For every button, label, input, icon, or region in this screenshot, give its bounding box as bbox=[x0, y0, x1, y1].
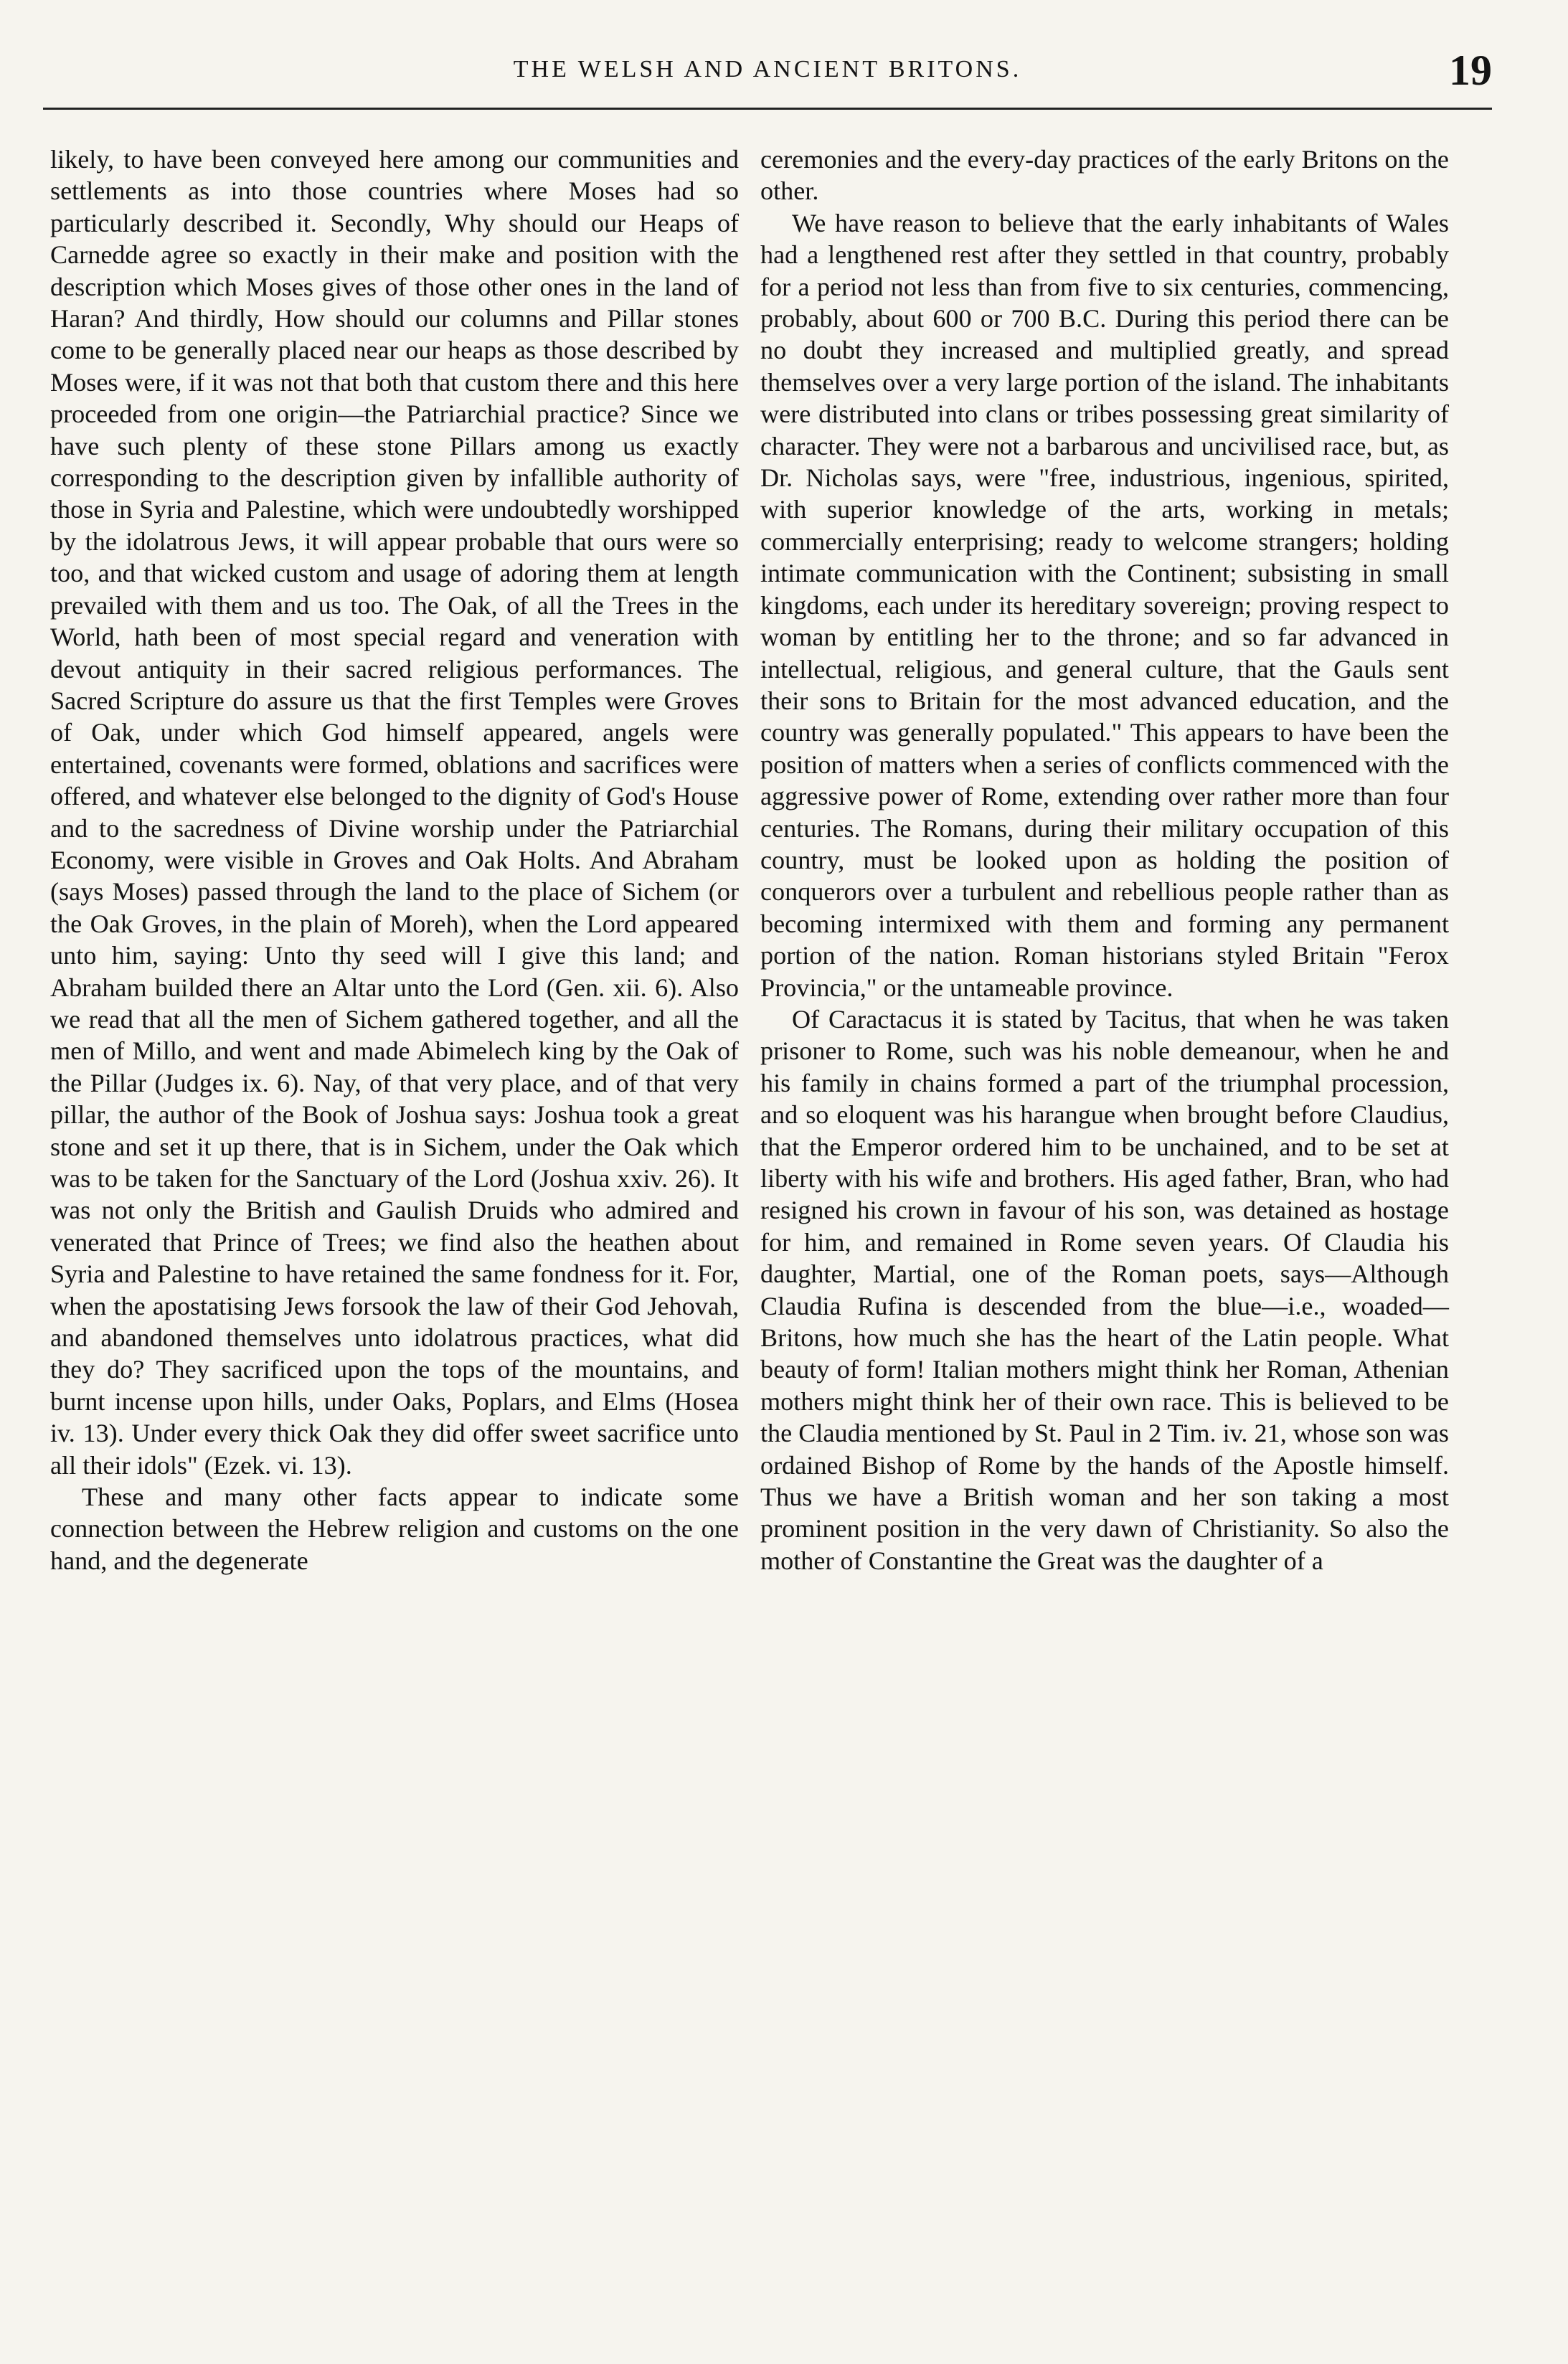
right-column bbox=[760, 143, 1449, 1576]
paragraph: These and many other facts appear to indicate some connection between the Hebrew religion and customs on the one hand, and the degenerate bbox=[50, 1483, 739, 1575]
header-rule bbox=[43, 108, 1492, 110]
page-header bbox=[43, 43, 1492, 129]
running-title: THE WELSH AND ANCIENT BRITONS. bbox=[513, 56, 1022, 82]
paragraph: ceremonies and the every-day practices of the early Britons on the other. bbox=[760, 145, 1449, 206]
paragraph: Of Caractacus it is stated by Tacitus, that when he was taken prisoner to Rome, such was his noble demeanour, when he and his family in chains formed a part of the triumphal procession, and so eloquent was his harangue when brought before Claudius, that the Emperor ordered him to be unchained, and to be set at liberty with his wife and brothers. His aged father, Bran, who had resigned his crown in favour of his son, was detained as hostage for him, and remained in Rome seven years. Of Claudia his daughter, Martial, one of the Roman poets, says—Although Claudia Rufina is descended from the blue—i.e., woaded—Britons, how much she has the heart of the Latin people. What beauty of form! Italian mothers might think her Roman, Athenian mothers might think her of their own race. This is believed to be the Claudia mentioned by St. Paul in 2 Tim. iv. 21, whose son was ordained Bishop of Rome by the hands of the Apostle himself. Thus we have a British woman and her son taking a most prominent position in the very dawn of Christianity. So also the mother of Constantine the Great was the daughter of a bbox=[760, 1004, 1449, 1575]
paragraph: likely, to have been conveyed here among our communities and settlements as into those countries where Moses had so particularly described it. Secondly, Why should our Heaps of Carnedde agree so exactly in their make and position with the description which Moses gives of those other ones in the land of Haran? And thirdly, How should our columns and Pillar stones come to be generally placed near our heaps as those described by Moses were, if it was not that both that custom there and this here proceeded from one origin—the Patriarchial practice? Since we have such plenty of these stone Pillars among us exactly corresponding to the description given by infallible authority of those in Syria and Palestine, which were undoubtedly worshipped by the idolatrous Jews, it will appear probable that ours were so too, and that wicked custom and usage of adoring them at length prevailed with them and us too. The Oak, of all the Trees in the World, hath been of most special regard and veneration with devout antiquity in their sacred religious performances. The Sacred Scripture do assure us that the first Temples were Groves of Oak, under which God himself appeared, angels were entertained, covenants were formed, oblations and sacrifices were offered, and whatever else belonged to the dignity of God's House and to the sacredness of Divine worship under the Patriarchial Economy, were visible in Groves and Oak Holts. And Abraham (says Moses) passed through the land to the place of Sichem (or the Oak Groves, in the plain of Moreh), when the Lord appeared unto him, saying: Unto thy seed will I give this land; and Abraham builded there an Altar unto the Lord (Gen. xii. 6). Also we read that all the men of Sichem gathered together, and all the men of Millo, and went and made Abimelech king by the Oak of the Pillar (Judges ix. 6). Nay, of that very place, and of that very pillar, the author of the Book of Joshua says: Joshua took a great stone and set it up there, that is in Sichem, under the Oak which was to be taken for the Sanctuary of the Lord (Joshua xxiv. 26). It was not only the British and Gaulish Druids who admired and venerated that Prince of Trees; we find also the heathen about Syria and Palestine to have retained the same fondness for it. For, when the apostatising Jews forsook the law of their God Jehovah, and abandoned themselves unto idolatrous practices, what did they do? They sacrificed upon the tops of the mountains, and burnt incense upon hills, under Oaks, Poplars, and Elms (Hosea iv. 13). Under every thick Oak they did offer sweet sacrifice unto all their idols" (Ezek. vi. 13). bbox=[50, 145, 739, 1480]
left-column bbox=[50, 143, 739, 1576]
paragraph: We have reason to believe that the early inhabitants of Wales had a lengthened rest after they settled in that country, probably for a period not less than from five to six centuries, commencing, probably, about 600 or 700 B.C. During this period there can be no doubt they increased and multiplied greatly, and spread themselves over a very large portion of the island. The inhabitants were distributed into clans or tribes possessing great similarity of character. They were not a barbarous and uncivilised race, but, as Dr. Nicholas says, were "free, industrious, ingenious, spirited, with superior knowledge of the arts, working in metals; commercially enterprising; ready to welcome strangers; holding intimate communication with the Continent; subsisting in small kingdoms, each under its hereditary sovereign; proving respect to woman by entitling her to the throne; and so far advanced in intellectual, religious, and general culture, that the Gauls sent their sons to Britain for the most advanced education, and the country was generally populated." This appears to have been the position of matters when a series of conflicts commenced with the aggressive power of Rome, extending over rather more than four centuries. The Romans, during their military occupation of this country, must be looked upon as holding the position of conquerors over a turbulent and rebellious people rather than as becoming intermixed with them and forming any permanent portion of the nation. Roman historians styled Britain "Ferox Provincia," or the untameable province. bbox=[760, 208, 1449, 1002]
page-number: 19 bbox=[1449, 47, 1492, 94]
